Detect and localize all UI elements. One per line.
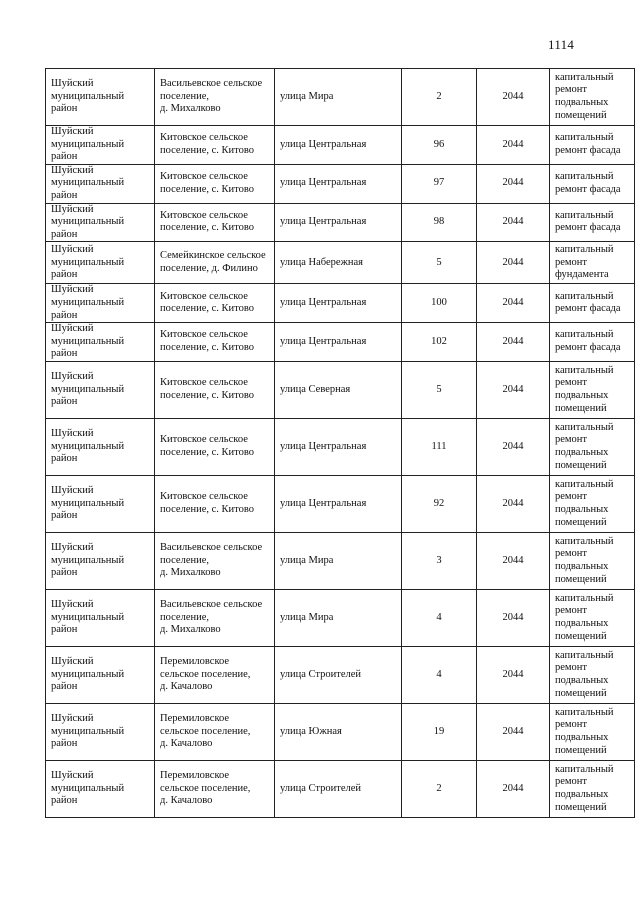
work-type-cell: капитальный ремонт фундамента [550, 242, 635, 284]
district-cell: Шуйский муниципальный район [46, 589, 155, 646]
district-cell: Шуйский муниципальный район [46, 475, 155, 532]
house-number-cell: 4 [402, 646, 477, 703]
work-type-cell: капитальный ремонт подвальных помещений [550, 589, 635, 646]
street-cell: улица Строителей [275, 760, 402, 817]
table-row [46, 703, 635, 760]
street-cell: улица Центральная [275, 475, 402, 532]
year-cell: 2044 [477, 323, 550, 362]
work-type-cell: капитальный ремонт подвальных помещений [550, 361, 635, 418]
table-row [46, 418, 635, 475]
table-row [46, 361, 635, 418]
street-cell: улица Центральная [275, 418, 402, 475]
house-number-cell: 5 [402, 361, 477, 418]
district-cell: Шуйский муниципальный район [46, 284, 155, 323]
house-number-cell: 2 [402, 760, 477, 817]
table-row [46, 69, 635, 126]
settlement-cell: Китовское сельское поселение, с. Китово [155, 475, 275, 532]
district-cell: Шуйский муниципальный район [46, 703, 155, 760]
street-cell: улица Центральная [275, 164, 402, 203]
page-number: 1114 [548, 37, 575, 52]
year-cell: 2044 [477, 164, 550, 203]
year-cell: 2044 [477, 760, 550, 817]
table-body [46, 69, 635, 818]
table-row [46, 284, 635, 323]
house-number-cell: 98 [402, 203, 477, 242]
house-number-cell: 4 [402, 589, 477, 646]
house-number-cell: 5 [402, 242, 477, 284]
table-row [46, 646, 635, 703]
street-cell: улица Центральная [275, 323, 402, 362]
work-type-cell: капитальный ремонт подвальных помещений [550, 646, 635, 703]
district-cell: Шуйский муниципальный район [46, 532, 155, 589]
district-cell: Шуйский муниципальный район [46, 242, 155, 284]
work-type-cell: капитальный ремонт фасада [550, 203, 635, 242]
house-number-cell: 102 [402, 323, 477, 362]
house-number-cell: 19 [402, 703, 477, 760]
table-row [46, 164, 635, 203]
settlement-cell: Васильевское сельское поселение, д. Михалково [155, 532, 275, 589]
house-number-cell: 96 [402, 126, 477, 165]
settlement-cell: Семейкинское сельское поселение, д. Филино [155, 242, 275, 284]
settlement-cell: Китовское сельское поселение, с. Китово [155, 203, 275, 242]
street-cell: улица Северная [275, 361, 402, 418]
district-cell: Шуйский муниципальный район [46, 203, 155, 242]
district-cell: Шуйский муниципальный район [46, 323, 155, 362]
street-cell: улица Центральная [275, 203, 402, 242]
year-cell: 2044 [477, 532, 550, 589]
street-cell: улица Центральная [275, 284, 402, 323]
year-cell: 2044 [477, 284, 550, 323]
settlement-cell: Перемиловское сельское поселение, д. Качалово [155, 760, 275, 817]
settlement-cell: Китовское сельское поселение, с. Китово [155, 126, 275, 165]
district-cell: Шуйский муниципальный район [46, 646, 155, 703]
table-row [46, 760, 635, 817]
house-number-cell: 92 [402, 475, 477, 532]
street-cell: улица Южная [275, 703, 402, 760]
district-cell: Шуйский муниципальный район [46, 126, 155, 165]
table-row [46, 589, 635, 646]
work-type-cell: капитальный ремонт фасада [550, 126, 635, 165]
table-row [46, 203, 635, 242]
work-type-cell: капитальный ремонт фасада [550, 284, 635, 323]
street-cell: улица Центральная [275, 126, 402, 165]
work-type-cell: капитальный ремонт подвальных помещений [550, 475, 635, 532]
street-cell: улица Мира [275, 69, 402, 126]
house-number-cell: 111 [402, 418, 477, 475]
street-cell: улица Набережная [275, 242, 402, 284]
settlement-cell: Китовское сельское поселение, с. Китово [155, 418, 275, 475]
year-cell: 2044 [477, 475, 550, 532]
house-number-cell: 100 [402, 284, 477, 323]
table-row [46, 323, 635, 362]
settlement-cell: Васильевское сельское поселение, д. Михалково [155, 589, 275, 646]
work-type-cell: капитальный ремонт подвальных помещений [550, 760, 635, 817]
work-type-cell: капитальный ремонт подвальных помещений [550, 703, 635, 760]
district-cell: Шуйский муниципальный район [46, 760, 155, 817]
street-cell: улица Мира [275, 532, 402, 589]
table-row [46, 126, 635, 165]
year-cell: 2044 [477, 646, 550, 703]
year-cell: 2044 [477, 126, 550, 165]
street-cell: улица Мира [275, 589, 402, 646]
district-cell: Шуйский муниципальный район [46, 69, 155, 126]
settlement-cell: Перемиловское сельское поселение, д. Качалово [155, 703, 275, 760]
year-cell: 2044 [477, 361, 550, 418]
year-cell: 2044 [477, 242, 550, 284]
district-cell: Шуйский муниципальный район [46, 164, 155, 203]
house-number-cell: 97 [402, 164, 477, 203]
work-type-cell: капитальный ремонт подвальных помещений [550, 69, 635, 126]
table-row [46, 242, 635, 284]
house-number-cell: 3 [402, 532, 477, 589]
table-row [46, 532, 635, 589]
year-cell: 2044 [477, 203, 550, 242]
settlement-cell: Перемиловское сельское поселение, д. Качалово [155, 646, 275, 703]
year-cell: 2044 [477, 69, 550, 126]
work-type-cell: капитальный ремонт подвальных помещений [550, 418, 635, 475]
repair-schedule-table [45, 68, 635, 818]
year-cell: 2044 [477, 703, 550, 760]
year-cell: 2044 [477, 589, 550, 646]
settlement-cell: Китовское сельское поселение, с. Китово [155, 361, 275, 418]
district-cell: Шуйский муниципальный район [46, 418, 155, 475]
district-cell: Шуйский муниципальный район [46, 361, 155, 418]
house-number-cell: 2 [402, 69, 477, 126]
work-type-cell: капитальный ремонт фасада [550, 323, 635, 362]
table-row [46, 475, 635, 532]
settlement-cell: Васильевское сельское поселение, д. Михалково [155, 69, 275, 126]
work-type-cell: капитальный ремонт фасада [550, 164, 635, 203]
settlement-cell: Китовское сельское поселение, с. Китово [155, 323, 275, 362]
settlement-cell: Китовское сельское поселение, с. Китово [155, 164, 275, 203]
street-cell: улица Строителей [275, 646, 402, 703]
settlement-cell: Китовское сельское поселение, с. Китово [155, 284, 275, 323]
year-cell: 2044 [477, 418, 550, 475]
work-type-cell: капитальный ремонт подвальных помещений [550, 532, 635, 589]
